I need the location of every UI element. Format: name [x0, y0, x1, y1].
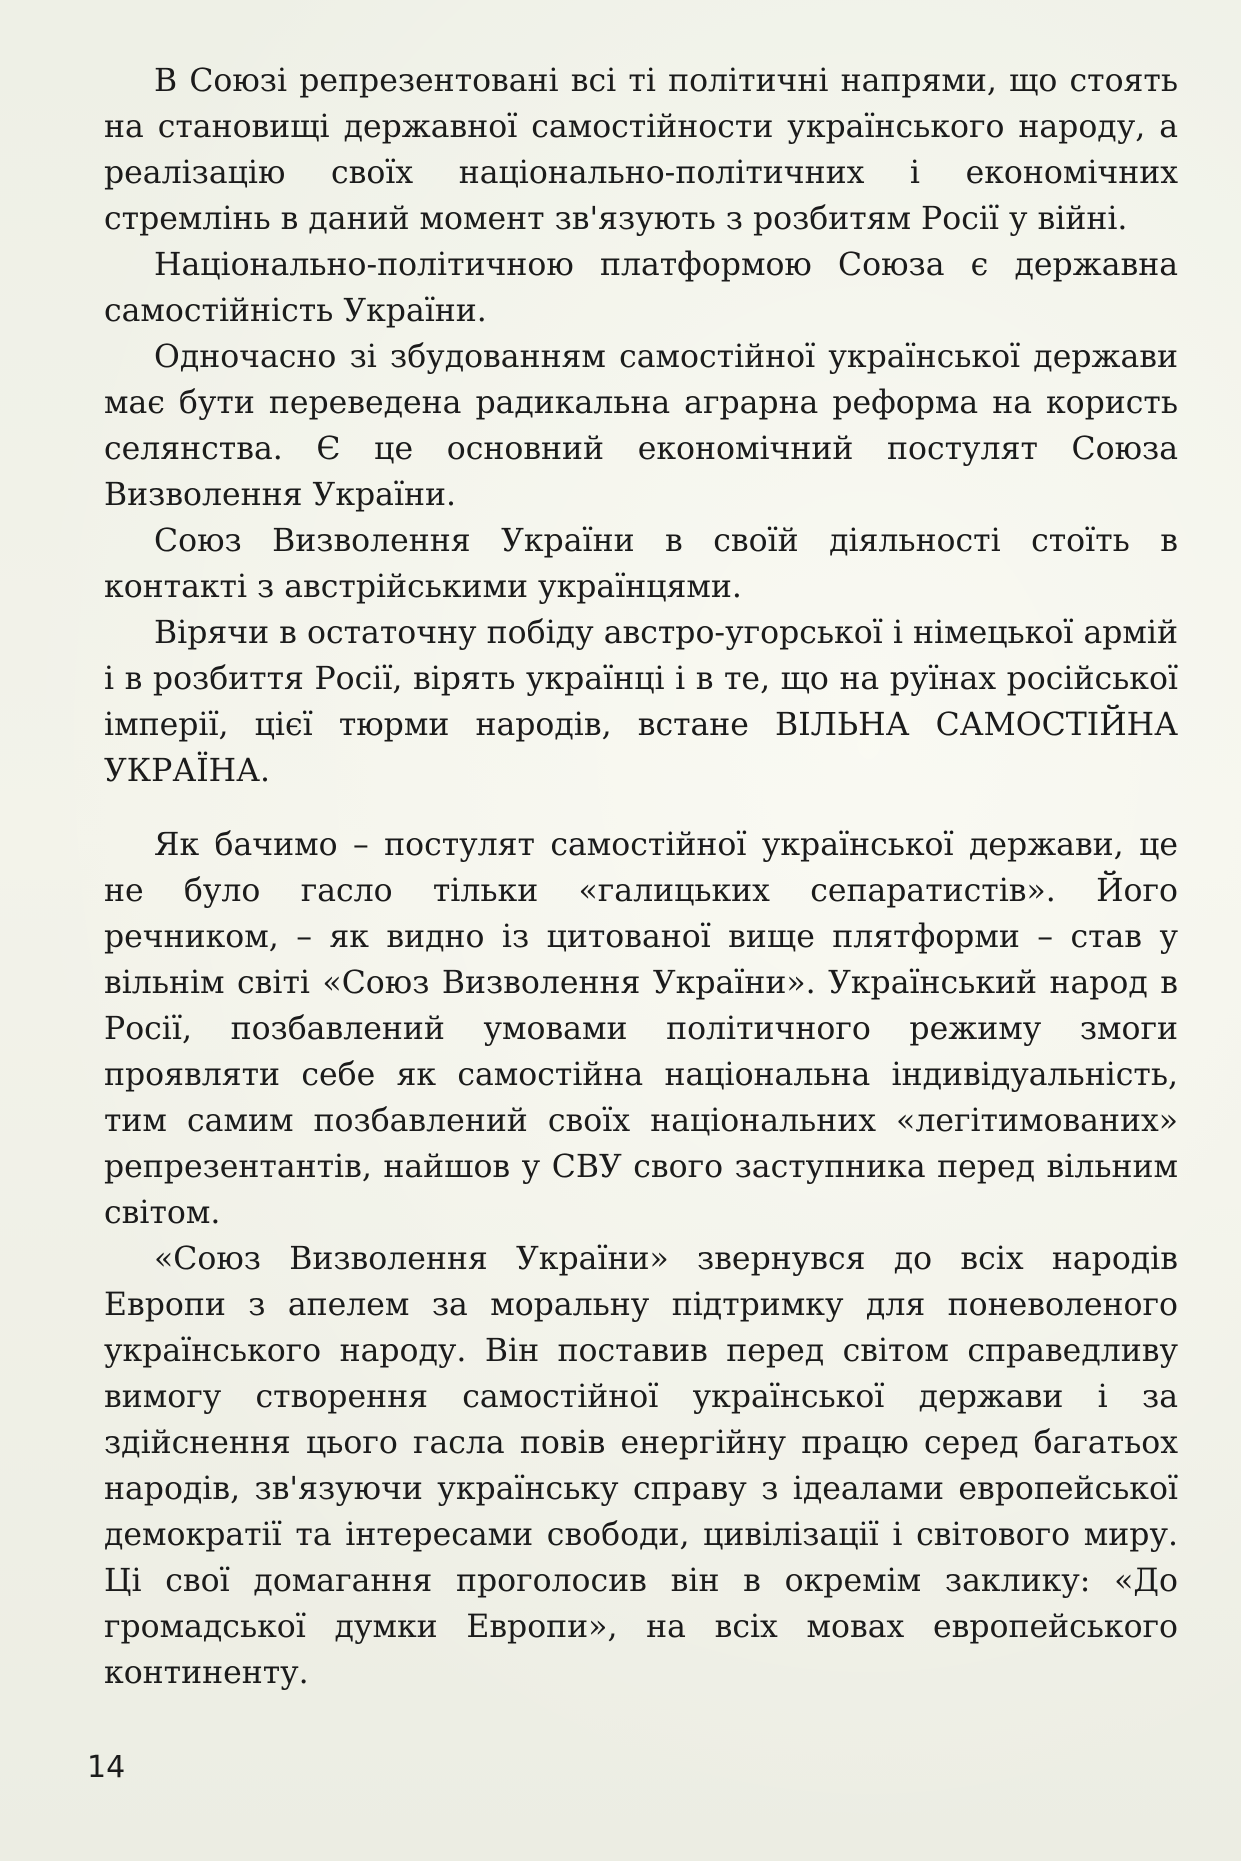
paragraph-1: В Союзі репрезентовані всі ті політичні напрями, що стоять на становищі державної самостійности українського народу, а реалізацію своїх національно-політичних і економічних стремлінь в даний момент зв'язують з розбитям Росії у війні. [104, 63, 1178, 237]
paragraph-4: Союз Визволення України в своїй діяльності стоїть в контакті з австрійськими українцями. [104, 523, 1178, 605]
paragraph-7: «Союз Визволення України» звернувся до всіх народів Европи з апелем за моральну підтримку для поневоленого українського народу. Він поставив перед світом справедливу вимогу створення самостійної української держави і за здійснення цього гасла повів енергійну працю серед багатьох народів, зв'язуючи українську справу з ідеалами европейської демократії та інтересами свободи, цивілізації і світового миру. Ці свої домагання проголосив він в окремім заклику: «До громадської думки Европи», на всіх мовах европейського континенту. [104, 1241, 1178, 1691]
paragraph-5: Вірячи в остаточну побіду австро-угорської і німецької армій і в розбиття Росії, вірять українці і в те, що на руїнах російської імперії, цієї тюрми народів, встане ВІЛЬНА САМОСТІЙНА УКРАЇНА. [104, 615, 1178, 789]
body-text [104, 58, 1178, 1696]
paragraph-2: Національно-політичною платформою Союза є державна самостійність України. [104, 247, 1178, 329]
paragraph-3: Одночасно зі збудованням самостійної української держави має бути переведена радикальна аграрна реформа на користь селянства. Є це основний економічний постулят Союза Визволення України. [104, 339, 1178, 513]
paragraph-6: Як бачимо – постулят самостійної української держави, це не було гасло тільки «галицьких сепаратистів». Його речником, – як видно із цитованої вище плятформи – став у вільнім світі «Союз Визволення України». Український народ в Росії, позбавлений умовами політичного режиму змоги проявляти себе як самостійна національна індивідуальність, тим самим позбавлений своїх національних «легітимованих» репрезентантів, найшов у СВУ свого заступника перед вільним світом. [104, 827, 1178, 1231]
page-number: 14 [87, 1750, 126, 1785]
